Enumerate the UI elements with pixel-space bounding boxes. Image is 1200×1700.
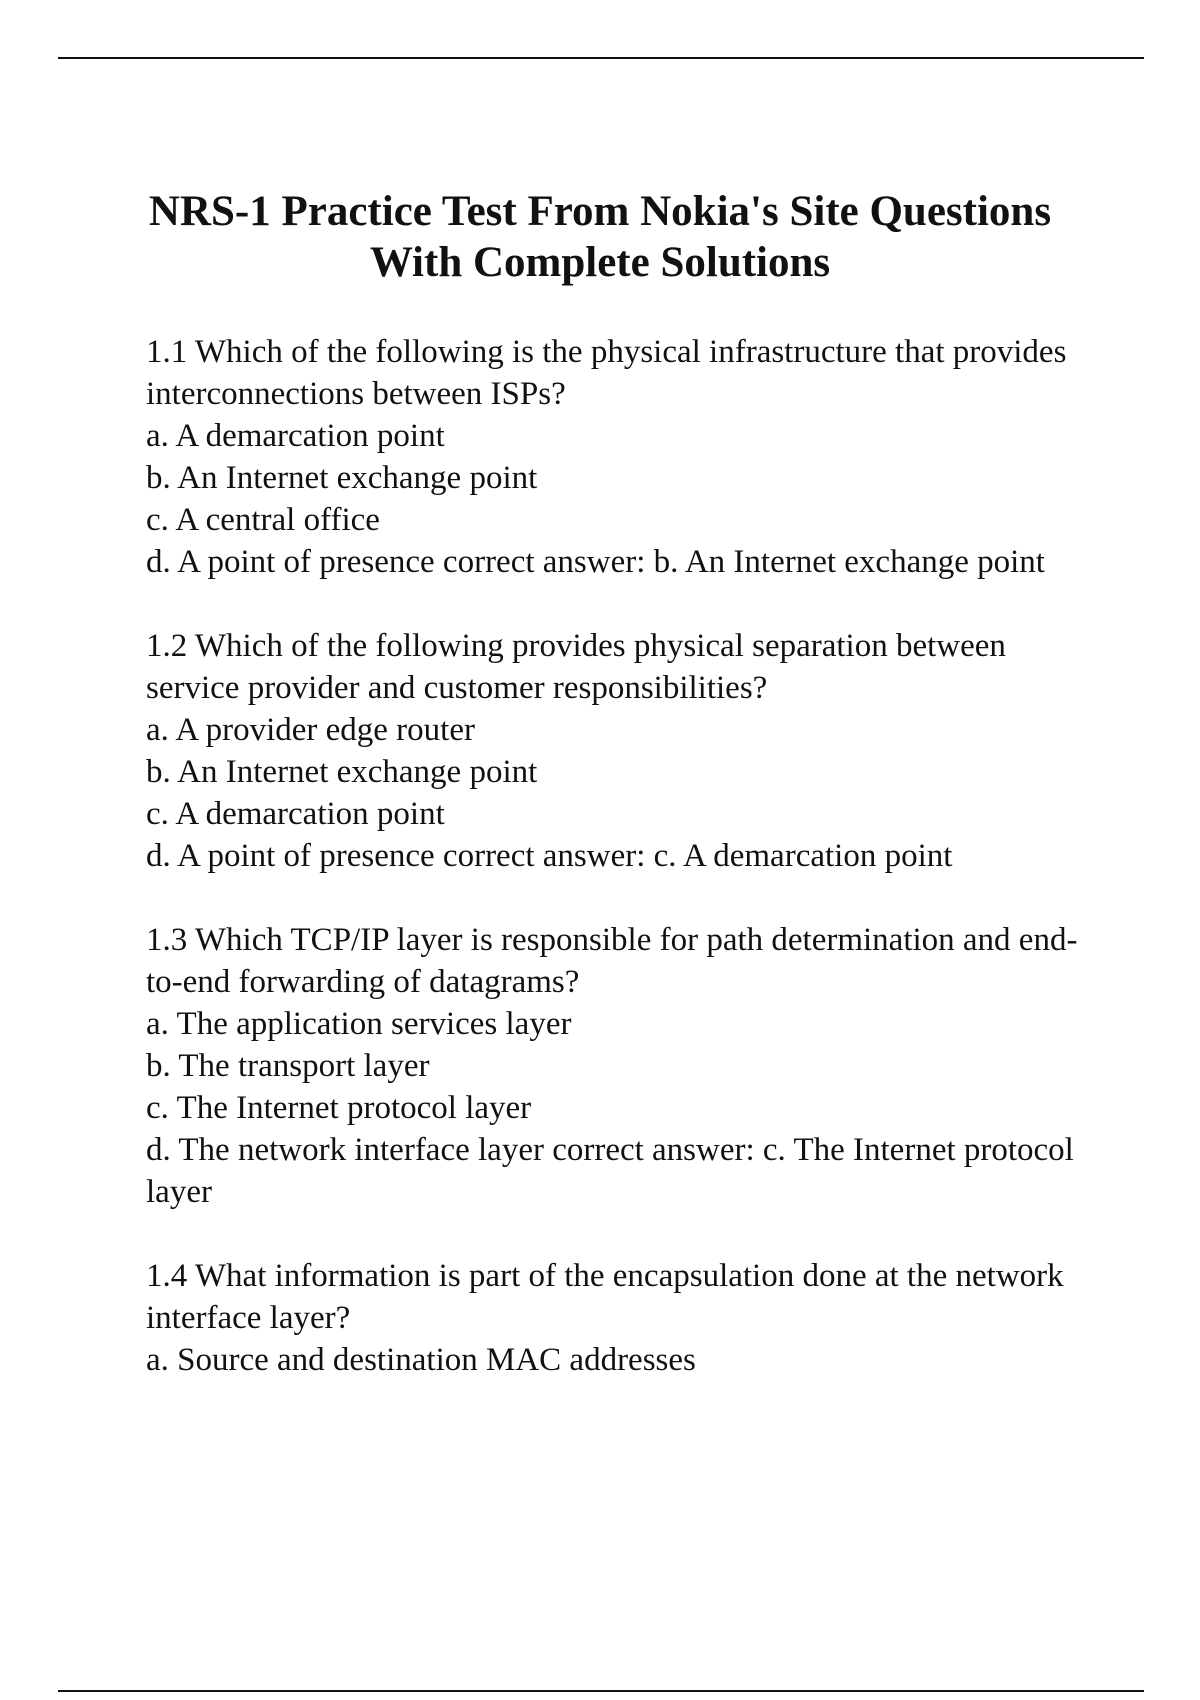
answer-option-a: a. A demarcation point	[146, 418, 445, 454]
answer-option-a: a. A provider edge router	[146, 712, 475, 748]
answer-option-b: b. The transport layer	[146, 1048, 430, 1084]
question-prompt: 1.3 Which TCP/IP layer is responsible for path determination and end-to-end forwarding of datagrams?	[146, 922, 1078, 1000]
answer-option-c: c. The Internet protocol layer	[146, 1090, 532, 1126]
answer-option-d-with-answer: d. The network interface layer correct answer: c. The Internet protocol layer	[146, 1132, 1074, 1210]
question-1-3	[146, 919, 1106, 1213]
answer-option-d-with-answer: d. A point of presence correct answer: c. A demarcation point	[146, 838, 953, 874]
top-rule	[58, 57, 1144, 59]
answer-option-c: c. A demarcation point	[146, 796, 445, 832]
question-prompt: 1.4 What information is part of the encapsulation done at the network interface layer?	[146, 1258, 1064, 1336]
question-prompt: 1.2 Which of the following provides physical separation between service provider and customer responsibilities?	[146, 628, 1006, 706]
answer-option-a: a. Source and destination MAC addresses	[146, 1342, 696, 1378]
answer-option-b: b. An Internet exchange point	[146, 460, 538, 496]
question-1-4	[146, 1255, 1106, 1381]
answer-option-d-with-answer: d. A point of presence correct answer: b. An Internet exchange point	[146, 544, 1045, 580]
question-1-1	[146, 331, 1106, 583]
page-title	[120, 186, 1080, 288]
question-1-2	[146, 625, 1106, 877]
title-line-2: With Complete Solutions	[369, 239, 831, 286]
title-line-1: NRS-1 Practice Test From Nokia's Site Questions	[148, 188, 1052, 235]
bottom-rule	[58, 1690, 1144, 1692]
answer-option-c: c. A central office	[146, 502, 380, 538]
answer-option-b: b. An Internet exchange point	[146, 754, 538, 790]
question-list	[146, 331, 1106, 1381]
question-prompt: 1.1 Which of the following is the physical infrastructure that provides interconnections between ISPs?	[146, 334, 1067, 412]
answer-option-a: a. The application services layer	[146, 1006, 572, 1042]
